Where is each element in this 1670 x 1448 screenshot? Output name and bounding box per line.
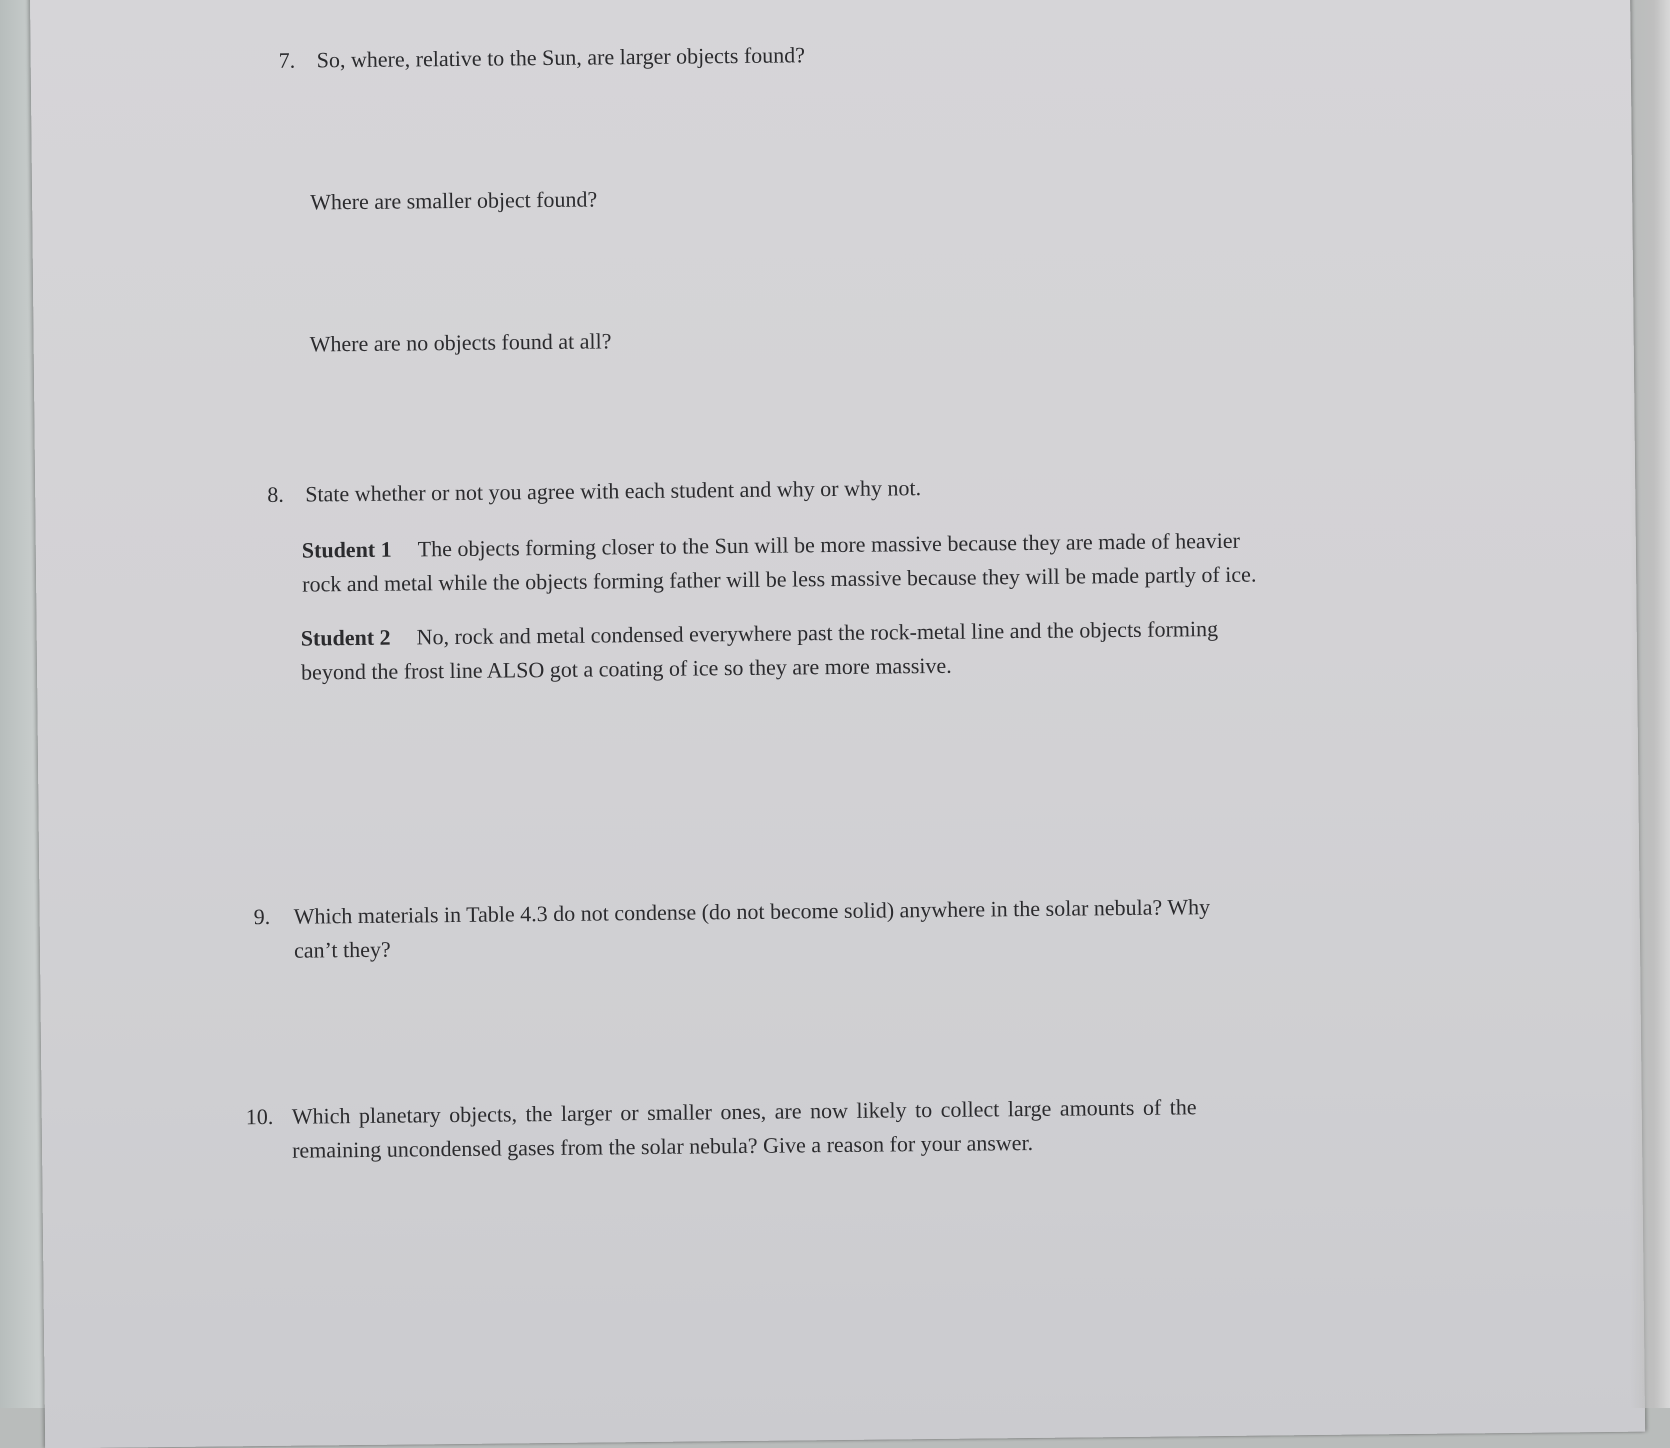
student-1-label: Student 1 (301, 536, 392, 563)
question-7-number: 7. (278, 47, 296, 73)
student-2-label: Student 2 (300, 624, 391, 651)
question-10-number: 10. (245, 1103, 274, 1130)
question-7-text: So, where, relative to the Sun, are larger objects found? (316, 42, 806, 73)
question-10 (246, 1087, 1467, 1168)
question-7-sub-smaller: Where are smaller object found? (310, 186, 598, 215)
student-2-statement (301, 610, 1432, 690)
student-2-line-2: beyond the frost line ALSO got a coating of ice so they are more massive. (300, 652, 952, 685)
question-9 (253, 888, 1454, 969)
question-10-line-2: remaining uncondensed gases from the solar nebula? Give a reason for your answer. (291, 1129, 1034, 1163)
question-7-sub-none: Where are no objects found at all? (309, 328, 612, 357)
question-8-number: 8. (267, 481, 284, 507)
student-1-line-2: rock and metal while the objects forming father will be less massive because they will be made partly of ice. (302, 561, 1257, 597)
student-1-line-1: The objects forming closer to the Sun will be more massive because they are made of heavier (417, 527, 1241, 562)
question-10-line-1: Which planetary objects, the larger or smaller ones, are now likely to collect large amounts of the (291, 1094, 1197, 1129)
question-9-line-1: Which materials in Table 4.3 do not condense (do not become solid) anywhere in the solar nebula? Why (293, 894, 1211, 929)
worksheet-page (30, 0, 1645, 1448)
question-8-text: State whether or not you agree with each student and why or why not. (305, 475, 922, 507)
student-1-statement (302, 522, 1433, 602)
student-2-line-1: No, rock and metal condensed everywhere past the rock-metal line and the objects forming (416, 616, 1219, 650)
page-right-edge (1630, 0, 1670, 1408)
question-8 (267, 471, 921, 512)
question-9-number: 9. (253, 903, 271, 930)
question-9-line-2: can’t they? (293, 936, 391, 963)
question-7 (279, 38, 806, 78)
